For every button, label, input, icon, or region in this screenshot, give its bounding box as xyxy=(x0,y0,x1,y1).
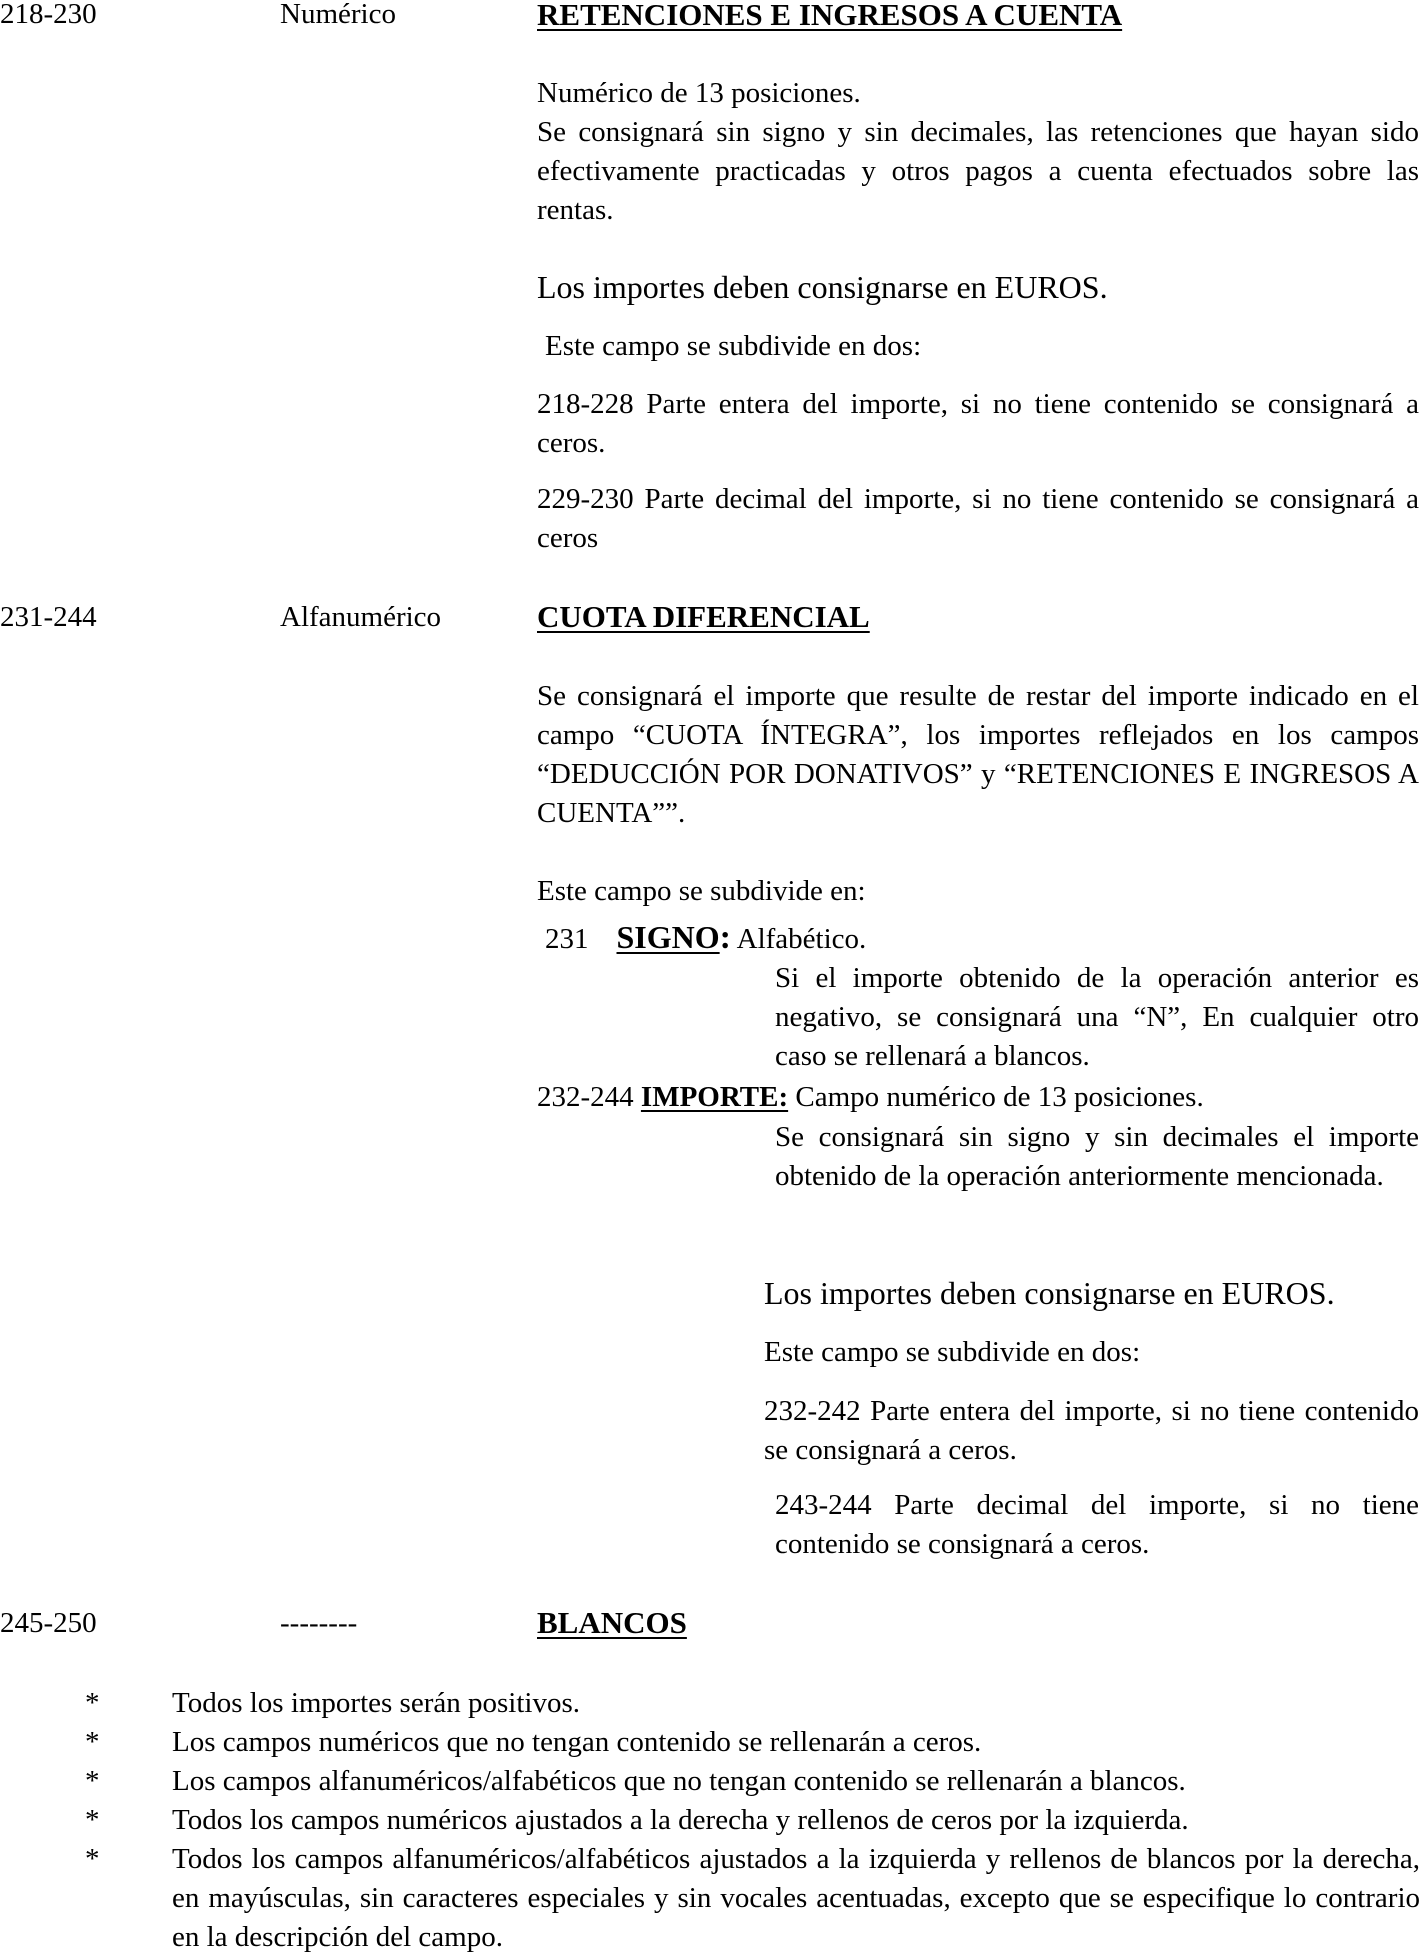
field-range: 245-250 xyxy=(0,1607,97,1639)
field-description: Se consignará sin signo y sin decimales, las retenciones que hayan sido efectivamente practicadas y otros pagos a cuenta efectuados sobre las rentas. xyxy=(537,116,1419,226)
importe-type: Campo numérico de 13 posiciones. xyxy=(795,1081,1204,1113)
field-type: Alfanumérico xyxy=(280,601,442,633)
field-format: Numérico de 13 posiciones. xyxy=(537,77,861,109)
signo-position: 231 xyxy=(545,923,589,955)
subdivide-note: Este campo se subdivide en dos: xyxy=(764,1336,1141,1368)
subfield-decimal: 243-244 Parte decimal del importe, si no tiene contenido se consignará a ceros. xyxy=(775,1489,1419,1560)
bullet: * xyxy=(85,1765,100,1797)
importe-description: Se consignará sin signo y sin decimales el importe obtenido de la operación anteriormente mencionada. xyxy=(775,1121,1419,1192)
signo-type: Alfabético. xyxy=(736,923,867,955)
field-title: BLANCOS xyxy=(537,1605,687,1640)
signo-colon: : xyxy=(719,919,731,956)
euros-note: Los importes deben consignarse en EUROS. xyxy=(537,269,1108,305)
signo-row xyxy=(545,918,866,959)
note-text: Todos los campos numéricos ajustados a la derecha y rellenos de ceros por la izquierda. xyxy=(172,1804,1189,1836)
field-range: 231-244 xyxy=(0,601,97,633)
note-text: Todos los importes serán positivos. xyxy=(172,1687,580,1719)
importe-position: 232-244 xyxy=(537,1081,634,1113)
field-description: Se consignará el importe que resulte de restar del importe indicado en el campo “CUOTA ÍNTEGRA”, los importes reflejados en los campos “DEDUCCIÓN POR DONATIVOS” y “RETENCIONES E INGRESOS A CUENTA””. xyxy=(537,680,1419,829)
note-text: Los campos alfanuméricos/alfabéticos que no tengan contenido se rellenarán a blancos. xyxy=(172,1765,1186,1797)
bullet: * xyxy=(85,1726,100,1758)
subfield-decimal: 229-230 Parte decimal del importe, si no tiene contenido se consignará a ceros xyxy=(537,483,1419,554)
subfield-integer: 218-228 Parte entera del importe, si no tiene contenido se consignará a ceros. xyxy=(537,388,1419,459)
note-text: Todos los campos alfanuméricos/alfabéticos ajustados a la izquierda y rellenos de blancos por la derecha, en mayúsculas, sin caracteres especiales y sin vocales acentuadas, excepto que se especifique lo contrario en la descripción del campo. xyxy=(172,1843,1420,1953)
bullet: * xyxy=(85,1804,100,1836)
subdivide-note: Este campo se subdivide en dos: xyxy=(545,330,922,362)
subdivide-note: Este campo se subdivide en: xyxy=(537,875,866,907)
field-type: Numérico xyxy=(280,0,396,30)
field-range: 218-230 xyxy=(0,0,97,30)
signo-label: SIGNO xyxy=(616,919,720,955)
note-text: Los campos numéricos que no tengan contenido se rellenarán a ceros. xyxy=(172,1726,982,1758)
importe-row xyxy=(537,1078,1204,1117)
bullet: * xyxy=(85,1843,100,1875)
importe-label: IMPORTE: xyxy=(640,1081,789,1113)
bullet: * xyxy=(85,1687,100,1719)
subfield-integer: 232-242 Parte entera del importe, si no tiene contenido se consignará a ceros. xyxy=(764,1395,1419,1466)
field-type: -------- xyxy=(280,1607,358,1639)
field-title: RETENCIONES E INGRESOS A CUENTA xyxy=(537,0,1123,32)
field-title: CUOTA DIFERENCIAL xyxy=(537,599,870,634)
euros-note: Los importes deben consignarse en EUROS. xyxy=(764,1275,1335,1311)
signo-description: Si el importe obtenido de la operación anterior es negativo, se consignará una “N”, En cualquier otro caso se rellenará a blancos. xyxy=(775,962,1419,1072)
